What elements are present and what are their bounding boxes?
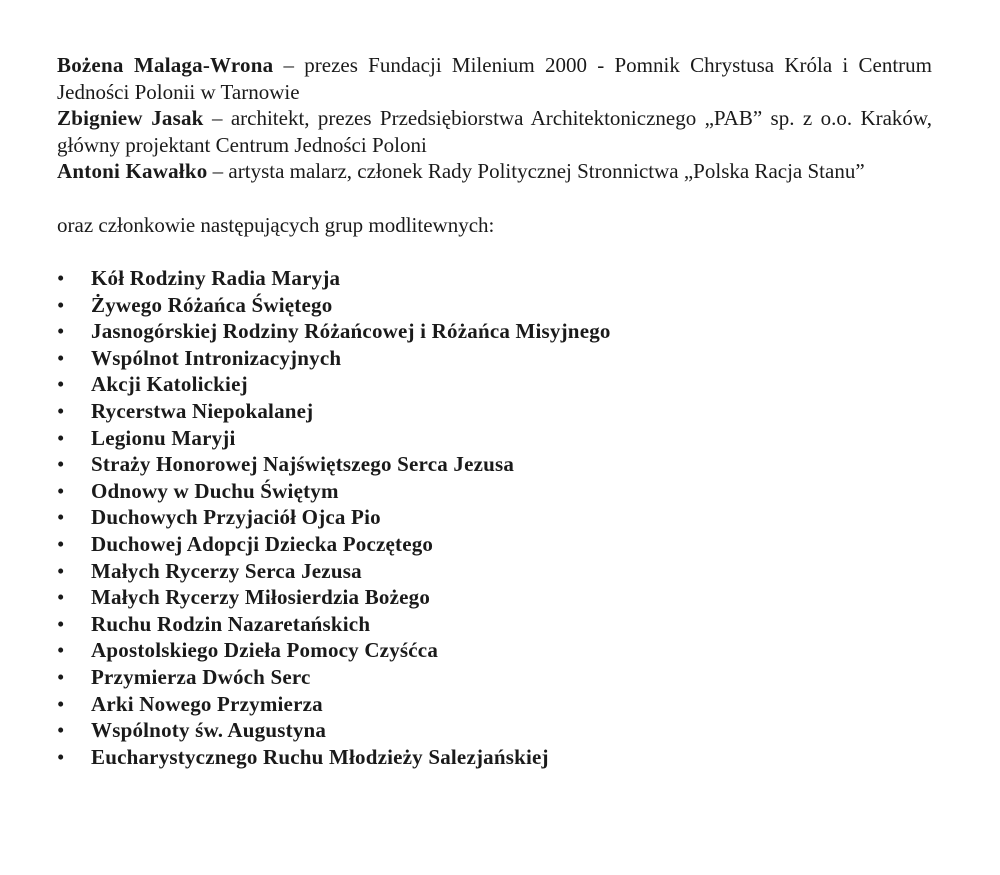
group-name: Rycerstwa Niepokalanej — [91, 398, 314, 423]
bullet-icon: • — [57, 664, 65, 689]
group-name: Wspólnot Intronizacyjnych — [91, 345, 342, 370]
bullet-icon: • — [57, 292, 65, 317]
group-name: Małych Rycerzy Serca Jezusa — [91, 558, 362, 583]
list-item — [57, 398, 932, 425]
person-description: – architekt, prezes Przedsiębiorstwa Architektonicznego „PAB” sp. z o.o. Kraków, główny projektant Centrum Jedności Poloni — [57, 106, 932, 157]
person-name: Antoni Kawałko — [57, 159, 208, 183]
group-name: Żywego Różańca Świętego — [91, 292, 333, 317]
bullet-icon: • — [57, 611, 65, 636]
list-item — [57, 425, 932, 452]
groups-intro: oraz członkowie następujących grup modlitewnych: — [57, 212, 495, 237]
bullet-icon: • — [57, 425, 65, 450]
group-name: Straży Honorowej Najświętszego Serca Jezusa — [91, 452, 515, 477]
bullet-icon: • — [57, 718, 65, 743]
group-name: Małych Rycerzy Miłosierdzia Bożego — [91, 585, 431, 610]
group-name: Arki Nowego Przymierza — [91, 691, 323, 716]
list-item — [57, 265, 932, 292]
group-name: Duchowych Przyjaciół Ojca Pio — [91, 505, 381, 530]
bullet-icon: • — [57, 585, 65, 610]
person-entry — [57, 52, 932, 105]
bullet-icon: • — [57, 319, 65, 344]
document-page — [57, 52, 932, 770]
bullet-icon: • — [57, 744, 65, 769]
group-name: Odnowy w Duchu Świętym — [91, 478, 339, 503]
list-item — [57, 584, 932, 611]
group-name: Duchowej Adopcji Dziecka Poczętego — [91, 531, 434, 556]
bullet-icon: • — [57, 531, 65, 556]
list-item — [57, 558, 932, 585]
person-name: Bożena Malaga-Wrona — [57, 53, 274, 77]
bullet-icon: • — [57, 372, 65, 397]
list-item — [57, 744, 932, 771]
list-item — [57, 478, 932, 505]
bullet-icon: • — [57, 505, 65, 530]
group-name: Wspólnoty św. Augustyna — [91, 718, 327, 743]
list-item — [57, 691, 932, 718]
bullet-icon: • — [57, 398, 65, 423]
group-name: Ruchu Rodzin Nazaretańskich — [91, 611, 371, 636]
list-item — [57, 611, 932, 638]
group-name: Apostolskiego Dzieła Pomocy Czyśćca — [91, 638, 439, 663]
list-item — [57, 637, 932, 664]
group-name: Eucharystycznego Ruchu Młodzieży Salezjańskiej — [91, 744, 549, 769]
bullet-icon: • — [57, 478, 65, 503]
person-name: Zbigniew Jasak — [57, 106, 204, 130]
group-name: Jasnogórskiej Rodziny Różańcowej i Różańca Misyjnego — [91, 319, 611, 344]
bullet-icon: • — [57, 558, 65, 583]
list-item — [57, 451, 932, 478]
person-entry — [57, 158, 932, 185]
person-entry — [57, 105, 932, 158]
group-name: Kół Rodziny Radia Maryja — [91, 266, 341, 290]
list-item — [57, 717, 932, 744]
list-item — [57, 345, 932, 372]
person-description: – artysta malarz, członek Rady Politycznej Stronnictwa „Polska Racja Stanu” — [207, 159, 865, 183]
list-item — [57, 531, 932, 558]
list-item — [57, 371, 932, 398]
list-item — [57, 318, 932, 345]
person-description: – prezes Fundacji Milenium 2000 - Pomnik Chrystusa Króla i Centrum Jedności Polonii w Tarnowie — [57, 53, 932, 104]
bullet-icon: • — [57, 266, 65, 290]
bullet-icon: • — [57, 452, 65, 477]
group-name: Przymierza Dwóch Serc — [91, 664, 311, 689]
list-item — [57, 292, 932, 319]
list-item — [57, 664, 932, 691]
bullet-icon: • — [57, 691, 65, 716]
group-name: Akcji Katolickiej — [91, 372, 248, 397]
group-name: Legionu Maryji — [91, 425, 236, 450]
list-item — [57, 504, 932, 531]
prayer-groups-list — [57, 265, 932, 770]
bullet-icon: • — [57, 638, 65, 663]
bullet-icon: • — [57, 345, 65, 370]
